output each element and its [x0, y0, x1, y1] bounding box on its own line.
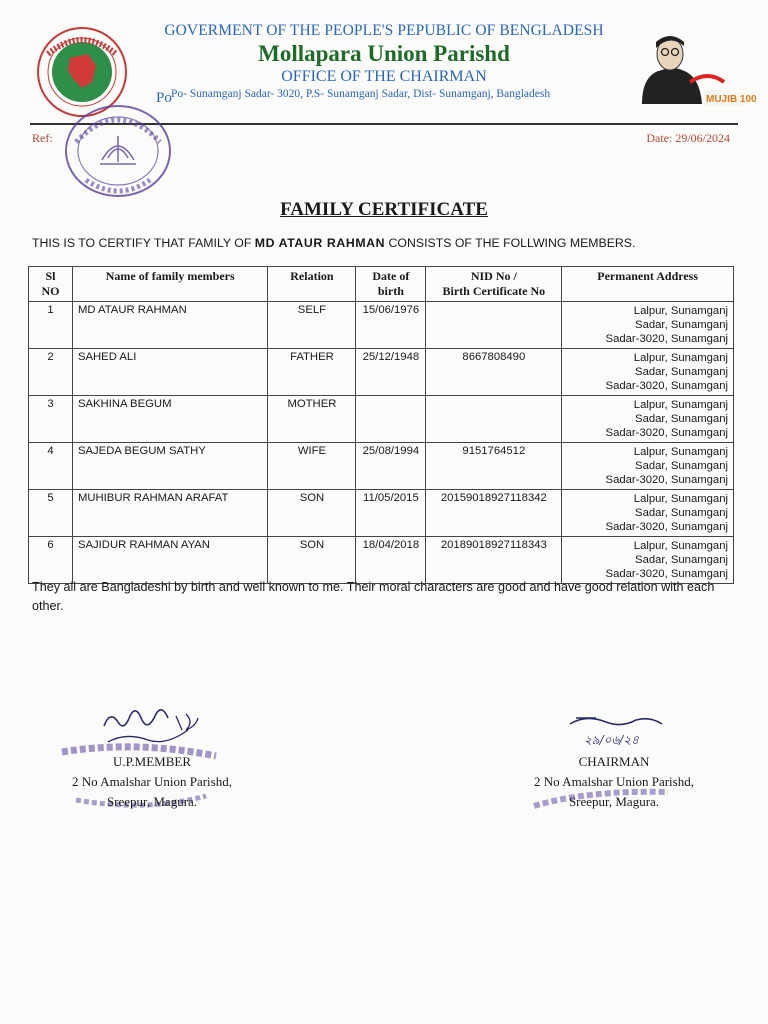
mujib-portrait-logo [628, 30, 757, 110]
header-union-name: Mollapara Union Parishd [258, 41, 510, 66]
cell-address: Lalpur, Sunamganj Sadar, Sunamganj Sadar-3020, Sunamganj [562, 349, 734, 396]
cell-sl: 1 [29, 302, 73, 349]
cell-dob: 25/08/1994 [356, 443, 426, 490]
member-location: Sreepur, Magura. [106, 794, 198, 809]
cell-dob: 11/05/2015 [356, 490, 426, 537]
cell-sl: 5 [29, 490, 73, 537]
table-row [29, 490, 734, 537]
cell-address: Lalpur, Sunamganj Sadar, Sunamganj Sadar-3020, Sunamganj [562, 537, 734, 584]
cell-name: MUHIBUR RAHMAN ARAFAT [72, 490, 268, 537]
family-members-table [28, 266, 734, 584]
table-row [29, 349, 734, 396]
cell-relation: SON [268, 490, 356, 537]
col-header-nid: NID No / Birth Certificate No [426, 267, 562, 302]
cell-nid: 20159018927118342 [426, 490, 562, 537]
cell-sl: 6 [29, 537, 73, 584]
cell-name: SAJEDA BEGUM SATHY [72, 443, 268, 490]
intro-head-name: MD ATAUR RAHMAN [254, 236, 386, 250]
cell-name: MD ATAUR RAHMAN [72, 302, 268, 349]
cell-address: Lalpur, Sunamganj Sadar, Sunamganj Sadar-3020, Sunamganj [562, 302, 734, 349]
cell-dob: 25/12/1948 [356, 349, 426, 396]
cell-nid [426, 302, 562, 349]
cell-nid: 9151764512 [426, 443, 562, 490]
chairman-signature [566, 712, 666, 732]
cell-nid: 20189018927118343 [426, 537, 562, 584]
cell-name: SAHED ALI [72, 349, 268, 396]
table-row [29, 537, 734, 584]
cell-nid: 8667808490 [426, 349, 562, 396]
mujib-100-label: MUJIB 100 [706, 94, 757, 105]
member-org: 2 No Amalshar Union Parishd, [72, 774, 232, 789]
chairman-title: CHAIRMAN [578, 754, 650, 769]
col-header-dob: Date of birth [356, 267, 426, 302]
chairman-signature-block [498, 752, 730, 812]
header-office: OFFICE OF THE CHAIRMAN [281, 68, 487, 85]
table-header-row [29, 267, 734, 302]
cell-dob: 15/06/1976 [356, 302, 426, 349]
cell-relation: SELF [268, 302, 356, 349]
header-government-line: GOVERMENT OF THE PEOPLE'S PEPUBLIC OF BENGLADESH [164, 22, 604, 39]
cell-relation: SON [268, 537, 356, 584]
chairman-handwritten-date: ২৯/০৬/২৪ [584, 733, 639, 747]
intro-prefix: THIS IS TO CERTIFY THAT FAMILY OF [32, 236, 255, 250]
cell-dob: 18/04/2018 [356, 537, 426, 584]
cell-sl: 4 [29, 443, 73, 490]
page-title: FAMILY CERTIFICATE [280, 199, 488, 220]
cell-relation: WIFE [268, 443, 356, 490]
chairman-org: 2 No Amalshar Union Parishd, [534, 774, 694, 789]
intro-suffix: CONSISTS OF THE FOLLWING MEMBERS. [385, 236, 636, 250]
official-round-stamp [62, 102, 174, 200]
cell-address: Lalpur, Sunamganj Sadar, Sunamganj Sadar-3020, Sunamganj [562, 443, 734, 490]
chairman-location: Sreepur, Magura. [568, 794, 660, 809]
ref-label: Ref: [32, 131, 53, 145]
cell-name: SAJIDUR RAHMAN AYAN [72, 537, 268, 584]
col-header-relation: Relation [268, 267, 356, 302]
cell-dob [356, 396, 426, 443]
intro-sentence [32, 236, 742, 250]
cell-nid [426, 396, 562, 443]
table-row [29, 302, 734, 349]
col-header-address: Permanent Address [562, 267, 734, 302]
table-row [29, 396, 734, 443]
cell-sl: 2 [29, 349, 73, 396]
member-signature-block [36, 752, 268, 812]
member-title: U.P.MEMBER [112, 754, 192, 769]
issue-date: Date: 29/06/2024 [646, 131, 730, 145]
cell-address: Lalpur, Sunamganj Sadar, Sunamganj Sadar-3020, Sunamganj [562, 396, 734, 443]
cell-sl: 3 [29, 396, 73, 443]
table-row [29, 443, 734, 490]
col-header-sl: Sl NO [29, 267, 73, 302]
cell-name: SAKHINA BEGUM [72, 396, 268, 443]
header-po-prefix: Po [156, 90, 172, 106]
cell-address: Lalpur, Sunamganj Sadar, Sunamganj Sadar-3020, Sunamganj [562, 490, 734, 537]
header-address: Po- Sunamganj Sadar- 3020, P.S- Sunamganj Sadar, Dist- Sunamganj, Bangladesh [171, 88, 551, 100]
closing-statement: They all are Bangladeshi by birth and well known to me. Their moral characters are good and have good relation with each other. [32, 580, 715, 613]
col-header-name: Name of family members [72, 267, 268, 302]
cell-relation: MOTHER [268, 396, 356, 443]
cell-relation: FATHER [268, 349, 356, 396]
